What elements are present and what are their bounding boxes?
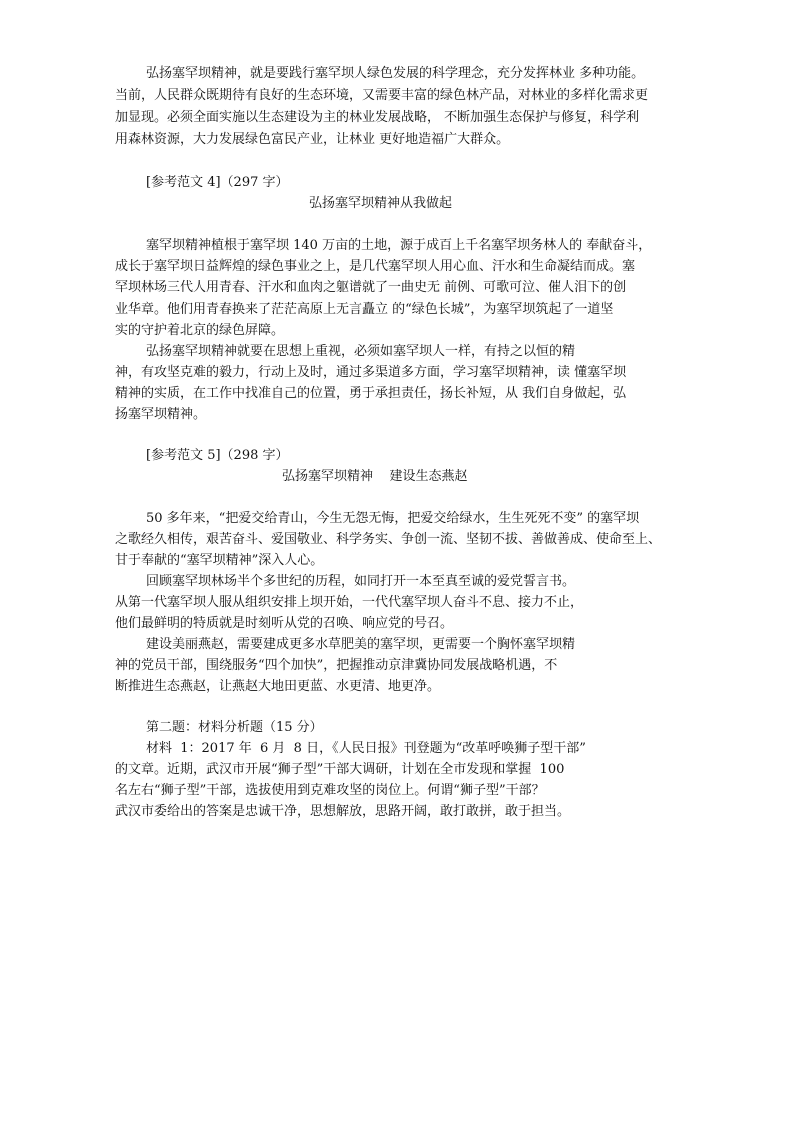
text-line: 断推进生态燕赵，让燕赵大地田更蓝、水更清、地更净。 [115, 679, 441, 694]
text-line: 当前，人民群众既期待有良好的生态环境，又需要丰富的绿色林产品，对林业的多样化需求更 [115, 88, 649, 103]
text-line: 回顾塞罕坝林场半个多世纪的历程，如同打开一本至真至诚的爱党誓言书。 [146, 574, 576, 589]
essay-title-5: 弘扬塞罕坝精神 建设生态燕赵 [282, 469, 468, 484]
text-line: 罕坝林场三代人用青春、汗水和血肉之躯谱就了一曲史无 前例、可歌可泣、催人泪下的创 [115, 280, 627, 295]
text-line: 建设美丽燕赵，需要建成更多水草肥美的塞罕坝，更需要一个胸怀塞罕坝精 [146, 637, 576, 652]
text-line: 神，有攻坚克难的毅力，行动上及时，通过多渠道多方面，学习塞罕坝精神，读 懂塞罕坝 [115, 365, 627, 380]
text-line: 扬塞罕坝精神。 [115, 407, 207, 422]
essay-title-4: 弘扬塞罕坝精神从我做起 [309, 196, 453, 211]
text-line: 他们最鲜明的特质就是时刻听从党的召唤、响应党的号召。 [115, 616, 454, 631]
text-line: 50 多年来，“把爱交给青山，今生无怨无悔，把爱交给绿水，生生死死不变” 的塞罕坝 [146, 511, 640, 526]
text-line: 业华章。他们用青春换来了茫茫高原上无言矗立 的“绿色长城”，为塞罕坝筑起了一道坚 [115, 302, 614, 317]
text-line: 实的守护着北京的绿色屏障。 [115, 323, 285, 338]
text-line: 加显现。必须全面实施以生态建设为主的林业发展战略， 不断加强生态保护与修复，科学利 [115, 110, 640, 125]
text-line: 神的党员干部，围绕服务“四个加快”，把握推动京津冀协同发展战略机遇，不 [115, 658, 558, 673]
question-heading: 第二题：材料分析题（15 分） [146, 720, 323, 735]
text-line: 用森林资源，大力发展绿色富民产业，让林业 更好地造福广大群众。 [115, 132, 510, 147]
text-line: 从第一代塞罕坝人服从组织安排上坝开始，一代代塞罕坝人奋斗不息、接力不止， [115, 595, 584, 610]
text-line: 材料 1：2017 年 6 月 8 日，《人民日报》刊登题为“改革呼唤狮子型干部” [146, 741, 586, 756]
reference-label-4: [参考范文 4]（297 字） [146, 175, 289, 190]
text-line: 弘扬塞罕坝精神，就是要践行塞罕坝人绿色发展的科学理念，充分发挥林业 多种功能。 [146, 66, 645, 81]
text-line: 成长于塞罕坝日益辉煌的绿色事业之上，是几代塞罕坝人用心血、汗水和生命凝结而成。塞 [115, 259, 636, 274]
reference-label-5: [参考范文 5]（298 字） [146, 448, 289, 463]
text-line: 甘于奉献的“塞罕坝精神”深入人心。 [115, 553, 324, 568]
text-line: 弘扬塞罕坝精神就要在思想上重视，必须如塞罕坝人一样，有持之以恒的精 [146, 344, 576, 359]
text-line: 之歌经久相传，艰苦奋斗、爱国敬业、科学务实、争创一流、坚韧不拔、善做善成、使命至上、 [115, 532, 662, 547]
text-line: 武汉市委给出的答案是忠诚干净，思想解放，思路开阔，敢打敢拼，敢于担当。 [115, 804, 571, 819]
text-line: 的文章。近期，武汉市开展“狮子型”干部大调研，计划在全市发现和掌握 100 [115, 762, 565, 777]
text-line: 精神的实质，在工作中找准自己的位置，勇于承担责任，扬长补短，从 我们自身做起，弘 [115, 386, 627, 401]
text-line: 名左右“狮子型”干部，选拔使用到克难攻坚的岗位上。何谓“狮子型”干部？ [115, 783, 545, 798]
text-line: 塞罕坝精神植根于塞罕坝 140 万亩的土地，源于成百上千名塞罕坝务林人的 奉献奋斗， [146, 238, 652, 253]
